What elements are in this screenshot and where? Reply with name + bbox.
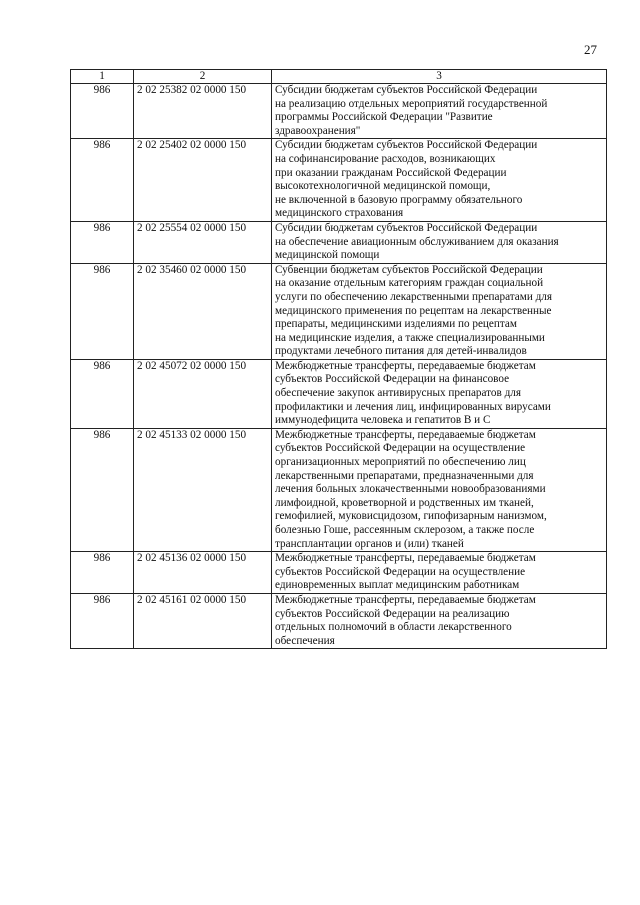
admin-code-cell: 986 bbox=[71, 359, 134, 428]
description-line: при оказании гражданам Российской Федерации bbox=[275, 166, 507, 179]
description-line: Межбюджетные трансферты, передаваемые бюджетам bbox=[275, 428, 536, 441]
description-line: Межбюджетные трансферты, передаваемые бюджетам bbox=[275, 593, 536, 606]
description-line: высокотехнологичной медицинской помощи, bbox=[275, 180, 491, 193]
budget-classification-code-cell: 2 02 35460 02 0000 150 bbox=[134, 263, 272, 359]
description-line: единовременных выплат медицинским работникам bbox=[275, 579, 520, 592]
description-line: на софинансирование расходов, возникающих bbox=[275, 152, 496, 165]
description-line: Межбюджетные трансферты, передаваемые бюджетам bbox=[275, 552, 536, 565]
description-line: препараты, медицинскими изделиями по рецептам bbox=[275, 318, 517, 331]
description-line: Субсидии бюджетам субъектов Российской Федерации bbox=[275, 84, 538, 96]
description-line: услуги по обеспечению лекарственными препаратами для bbox=[275, 290, 553, 303]
description-line: на оказание отдельным категориям граждан социальной bbox=[275, 277, 544, 290]
description-line: обеспечение закупок антивирусных препаратов для bbox=[275, 387, 522, 400]
table-row bbox=[71, 359, 607, 428]
admin-code-cell: 986 bbox=[71, 593, 134, 648]
description-line: иммунодефицита человека и гепатитов В и С bbox=[275, 414, 491, 427]
budget-classification-code-cell: 2 02 45072 02 0000 150 bbox=[134, 359, 272, 428]
description-line: лечения больных злокачественными новообразованиями bbox=[275, 483, 546, 496]
description-line: гемофилией, муковисцидозом, гипофизарным нанизмом, bbox=[275, 510, 547, 523]
admin-code-cell: 986 bbox=[71, 263, 134, 359]
admin-code-cell: 986 bbox=[71, 428, 134, 551]
description-line: продуктами лечебного питания для детей-инвалидов bbox=[275, 345, 527, 358]
budget-classification-code-cell: 2 02 45133 02 0000 150 bbox=[134, 428, 272, 551]
column-header-2: 2 bbox=[134, 70, 272, 84]
description-line: медицинской помощи bbox=[275, 249, 380, 262]
description-line: Субсидии бюджетам субъектов Российской Федерации bbox=[275, 139, 538, 152]
income-description-cell bbox=[272, 428, 607, 551]
table-row bbox=[71, 593, 607, 648]
description-line: на обеспечение авиационным обслуживанием для оказания bbox=[275, 235, 559, 248]
page-number: 27 bbox=[584, 42, 597, 57]
table-row bbox=[71, 221, 607, 263]
admin-code-cell: 986 bbox=[71, 221, 134, 263]
description-line: Межбюджетные трансферты, передаваемые бюджетам bbox=[275, 359, 536, 372]
income-description-cell bbox=[272, 552, 607, 594]
budget-classification-code-cell: 2 02 25402 02 0000 150 bbox=[134, 139, 272, 222]
description-line: программы Российской Федерации "Развитие bbox=[275, 111, 493, 124]
description-line: профилактики и лечения лиц, инфицированных вирусами bbox=[275, 400, 551, 413]
budget-classification-code-cell: 2 02 45136 02 0000 150 bbox=[134, 552, 272, 594]
column-header-1: 1 bbox=[71, 70, 134, 84]
income-description-cell bbox=[272, 139, 607, 222]
description-line: отдельных полномочий в области лекарственного bbox=[275, 621, 512, 634]
table-row bbox=[71, 84, 607, 139]
admin-code-cell: 986 bbox=[71, 552, 134, 594]
income-description-cell bbox=[272, 221, 607, 263]
description-line: лекарственными препаратами, предназначенными для bbox=[275, 469, 534, 482]
table-row bbox=[71, 139, 607, 222]
description-line: болезнью Гоше, рассеянным склерозом, а также после bbox=[275, 524, 535, 536]
description-line: Субвенции бюджетам субъектов Российской Федерации bbox=[275, 263, 543, 276]
budget-code-table bbox=[70, 69, 607, 649]
description-line: лимфоидной, кроветворной и родственных им тканей, bbox=[275, 496, 534, 509]
admin-code-cell: 986 bbox=[71, 139, 134, 222]
description-line: медицинского применения по рецептам на лекарственные bbox=[275, 304, 552, 317]
budget-classification-code-cell: 2 02 45161 02 0000 150 bbox=[134, 593, 272, 648]
table-row bbox=[71, 428, 607, 551]
income-description-cell bbox=[272, 263, 607, 359]
budget-classification-code-cell: 2 02 25382 02 0000 150 bbox=[134, 84, 272, 139]
description-line: трансплантации органов и (или) тканей bbox=[275, 537, 464, 550]
table-body bbox=[71, 84, 607, 649]
income-description-cell bbox=[272, 359, 607, 428]
table-row bbox=[71, 552, 607, 594]
description-line: субъектов Российской Федерации на осуществление bbox=[275, 442, 526, 455]
description-line: обеспечения bbox=[275, 634, 335, 647]
description-line: на реализацию отдельных мероприятий государственной bbox=[275, 97, 548, 110]
description-line: субъектов Российской Федерации на осуществление bbox=[275, 565, 526, 578]
description-line: субъектов Российской Федерации на реализацию bbox=[275, 607, 510, 620]
description-line: на медицинские изделия, а также специализированными bbox=[275, 331, 545, 344]
income-description-cell bbox=[272, 84, 607, 139]
table-row bbox=[71, 263, 607, 359]
description-line: здравоохранения" bbox=[275, 124, 361, 137]
description-line: Субсидии бюджетам субъектов Российской Федерации bbox=[275, 221, 538, 234]
description-line: субъектов Российской Федерации на финансовое bbox=[275, 373, 510, 386]
admin-code-cell: 986 bbox=[71, 84, 134, 139]
description-line: медицинского страхования bbox=[275, 207, 404, 220]
income-description-cell bbox=[272, 593, 607, 648]
budget-classification-code-cell: 2 02 25554 02 0000 150 bbox=[134, 221, 272, 263]
description-line: не включенной в базовую программу обязательного bbox=[275, 193, 523, 206]
table-header-row bbox=[71, 70, 607, 84]
column-header-3: 3 bbox=[272, 70, 607, 84]
description-line: организационных мероприятий по обеспечению лиц bbox=[275, 456, 526, 469]
